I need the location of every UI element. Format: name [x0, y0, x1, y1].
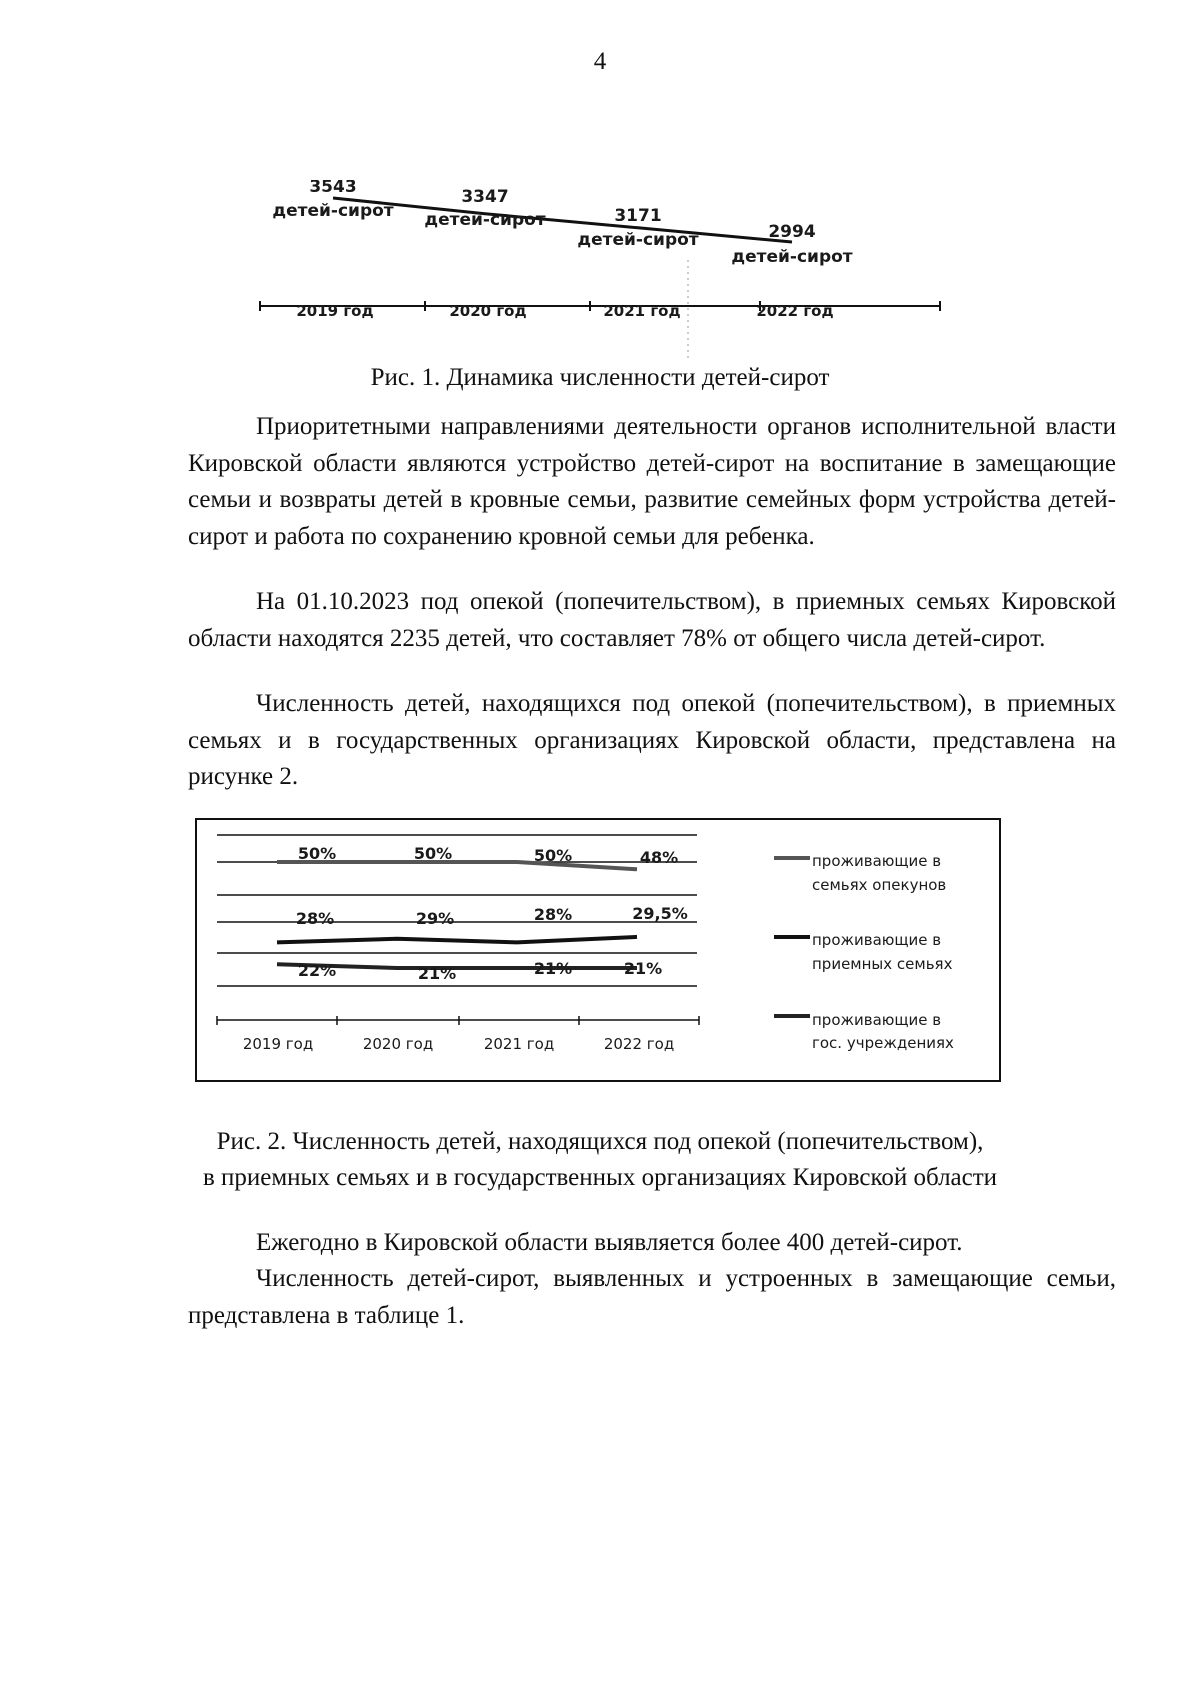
fig1-value-label-3: 3171 [614, 206, 662, 226]
fig1-category-label-4: 2022 год [756, 302, 834, 320]
paragraph-4: Ежегодно в Кировской области выявляется более 400 детей-сирот. [256, 1229, 963, 1256]
fig2-label-s1-2021: 50% [533, 846, 573, 865]
fig1-category-label-3: 2021 год [603, 302, 681, 320]
paragraph-5: Численность детей-сирот, выявленных и устроенных в замещающие семьи, представлена в таблице 1. [188, 1265, 1116, 1329]
fig2-legend-foster-line1: проживающие в [812, 931, 942, 949]
fig2-legend-guardian-line1: проживающие в [812, 852, 942, 870]
figure-2-caption-line-2: в приемных семьях и в государственных организациях Кировской области [202, 1164, 998, 1191]
fig2-category-label-1: 2019 год [242, 1035, 314, 1053]
fig1-unit-label-4: детей-сирот [731, 247, 853, 267]
fig1-value-label-4: 2994 [768, 222, 816, 242]
fig2-label-s2-2021: 28% [533, 905, 573, 924]
fig2-legend-state-line2: гос. учреждениях [812, 1034, 954, 1052]
figure-2-chart [197, 820, 999, 1080]
figure-1-caption: Рис. 1. Динамика численности детей-сирот [370, 364, 830, 391]
fig2-category-label-2: 2020 год [362, 1035, 434, 1053]
fig2-label-s2-2022: 29,5% [632, 904, 688, 923]
fig2-legend-guardian-line2: семьях опекунов [812, 876, 947, 894]
fig2-category-label-4: 2022 год [603, 1035, 675, 1053]
page-number: 4 [593, 48, 607, 75]
fig2-label-s3-2020: 21% [417, 964, 457, 983]
paragraph-2: На 01.10.2023 под опекой (попечительством), в приемных семьях Кировской области находятся 2235 детей, что составляет 78% от общего числа детей-сирот. [188, 588, 1116, 652]
fig1-series-line [333, 198, 792, 242]
fig1-unit-label-2: детей-сирот [424, 210, 546, 230]
fig2-label-s1-2019: 50% [297, 844, 337, 863]
paragraph-3: Численность детей, находящихся под опекой (попечительством), в приемных семьях и в государственных организациях Кировской области, представлена на рисунке 2. [188, 690, 1116, 790]
fig2-label-s1-2020: 50% [413, 844, 453, 863]
fig2-category-label-3: 2021 год [483, 1035, 555, 1053]
fig1-category-label-1: 2019 год [296, 302, 374, 320]
fig1-category-label-2: 2020 год [449, 302, 527, 320]
fig2-label-s2-2020: 29% [415, 909, 455, 928]
fig1-unit-label-3: детей-сирот [577, 230, 699, 250]
fig2-label-s3-2019: 22% [297, 961, 337, 980]
paragraph-1: Приоритетными направлениями деятельности органов исполнительной власти Кировской области являются устройство детей-сирот на воспитание в замещающие семьи и возвраты детей в кровные семьи, развитие семейных форм устройства детей-сирот и работа по сохранению кровной семьи для ребенка. [188, 413, 1116, 550]
fig1-value-label-2: 3347 [461, 187, 509, 207]
figure-2-caption-line-1: Рис. 2. Численность детей, находящихся под опекой (попечительством), [216, 1128, 984, 1155]
fig2-series-line-guardian-families [277, 862, 637, 869]
fig1-unit-label-1: детей-сирот [272, 201, 394, 221]
fig2-label-s3-2022: 21% [623, 959, 663, 978]
fig2-label-s3-2021: 21% [533, 959, 573, 978]
fig2-label-s2-2019: 28% [295, 909, 335, 928]
fig1-value-label-1: 3543 [309, 180, 357, 197]
fig2-legend-state-line1: проживающие в [812, 1011, 942, 1029]
fig2-label-s1-2022: 48% [639, 848, 679, 867]
figure-1-chart [250, 180, 950, 360]
fig2-legend-foster-line2: приемных семьях [812, 955, 953, 973]
fig2-series-line-foster-families [277, 937, 637, 943]
